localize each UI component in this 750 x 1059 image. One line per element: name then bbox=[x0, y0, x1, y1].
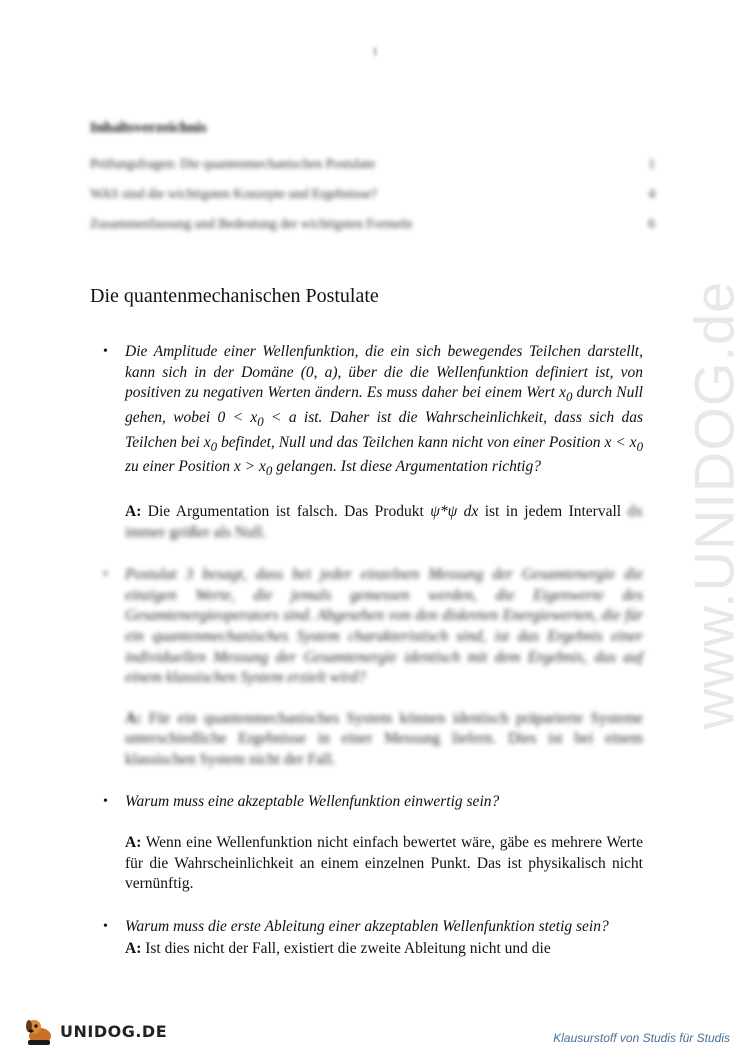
bullet-icon: • bbox=[103, 794, 108, 810]
question-text: Die Amplitude einer Wellenfunktion, die ein sich bewegendes Teilchen darstellt, kann sich in der Domäne (0, a), über die die Wellenfunktion definiert ist, von positiven zu negativen Werten ändern. Es muss daher bei einem Wert $x_0$ durch Null gehen, wobei $0 < x_0 < a$ ist. Daher ist die Wahrscheinlichkeit, dass sich das Teilchen bei $x_0$ befindet, Null und das Teilchen kann nicht von einer Position $x < x_0$ zu einer Position $x > x_0$ gelangen. Ist diese Argumentation richtig? bbox=[125, 343, 644, 479]
toc-entry-label: Prüfungsfragen: Die quantenmechanischen Postulate bbox=[90, 156, 376, 171]
dog-icon bbox=[22, 1014, 56, 1048]
answer-text: A: Für ein quantenmechanisches System können identisch präparierte Systeme unterschiedliche Ergebnisse in einer Messung liefern. Dies ist bei einem klassischen System nicht der Fall. bbox=[125, 709, 643, 768]
page-number: 1 bbox=[372, 44, 378, 58]
unidog-logo[interactable] bbox=[22, 1014, 167, 1048]
toc-entry-label: WAS sind die wichtigsten Konzepte und Ergebnisse? bbox=[90, 186, 377, 201]
answer-text: A: Wenn eine Wellenfunktion nicht einfach bewertet wäre, gäbe es mehrere Werte für die Wahrscheinlichkeit an einem einzelnen Punkt. Das ist physikalisch nicht vernünftig. bbox=[125, 834, 643, 893]
table-of-contents bbox=[90, 120, 655, 246]
bullet-icon: • bbox=[103, 567, 108, 583]
answer-label: A: bbox=[125, 940, 142, 958]
footer bbox=[0, 1006, 750, 1059]
list-item bbox=[103, 342, 644, 543]
answer-label: A: bbox=[125, 502, 142, 520]
toc-title: Inhaltsverzeichnis bbox=[90, 120, 207, 136]
list-item bbox=[103, 792, 643, 894]
answer-label: A: bbox=[125, 709, 142, 727]
toc-entry[interactable] bbox=[90, 186, 655, 202]
section-title: Die quantenmechanischen Postulate bbox=[90, 285, 379, 307]
question-text: Warum muss eine akzeptable Wellenfunktion einwertig sein? bbox=[125, 793, 500, 811]
list-item bbox=[103, 917, 643, 960]
toc-entry[interactable] bbox=[90, 156, 655, 172]
toc-entry-page: 1 bbox=[648, 156, 655, 171]
toc-entry-page: 4 bbox=[648, 186, 655, 201]
toc-entry[interactable] bbox=[90, 216, 655, 232]
answer-text: A: Ist dies nicht der Fall, existiert die zweite Ableitung nicht und die bbox=[125, 940, 551, 958]
answer-label: A: bbox=[125, 834, 142, 852]
footer-tagline: Klausurstoff von Studis für Studis bbox=[553, 1031, 730, 1045]
question-text: Warum muss die erste Ableitung einer akzeptablen Wellenfunktion stetig sein? bbox=[125, 917, 609, 935]
toc-entry-label: Zusammenfassung und Bedeutung der wichtigsten Formeln bbox=[90, 216, 413, 231]
toc-entry-page: 6 bbox=[648, 216, 655, 231]
logo-text: UNIDOG.DE bbox=[60, 1021, 168, 1041]
bullet-icon: • bbox=[103, 918, 108, 934]
math-expression: ψ*ψ dx bbox=[430, 502, 479, 520]
question-text: Postulat 3 besagt, dass bei jeder einzelnen Messung der Gesamtenergie die einzigen Werte, die jemals gemessen werden, die Eigenwerte des Gesamtenergieoperators sind. Abgesehen von den diskreten Energiewerten, die für ein quantenmechanisches System charakteristisch sind, ist das Ergebnis einer individuellen Messung der Gesamtenergie identisch mit dem Ergebnis, das auf einem klassischen System erzielt wird? bbox=[125, 566, 643, 687]
question-list bbox=[103, 342, 644, 982]
answer-text: A: Die Argumentation ist falsch. Das Produkt ψ*ψ dx ist in jedem Intervall dx immer größer als Null. bbox=[125, 502, 643, 541]
list-item bbox=[103, 565, 643, 770]
bullet-icon: • bbox=[103, 344, 108, 359]
watermark: www.UNIDOG.de bbox=[682, 280, 746, 730]
